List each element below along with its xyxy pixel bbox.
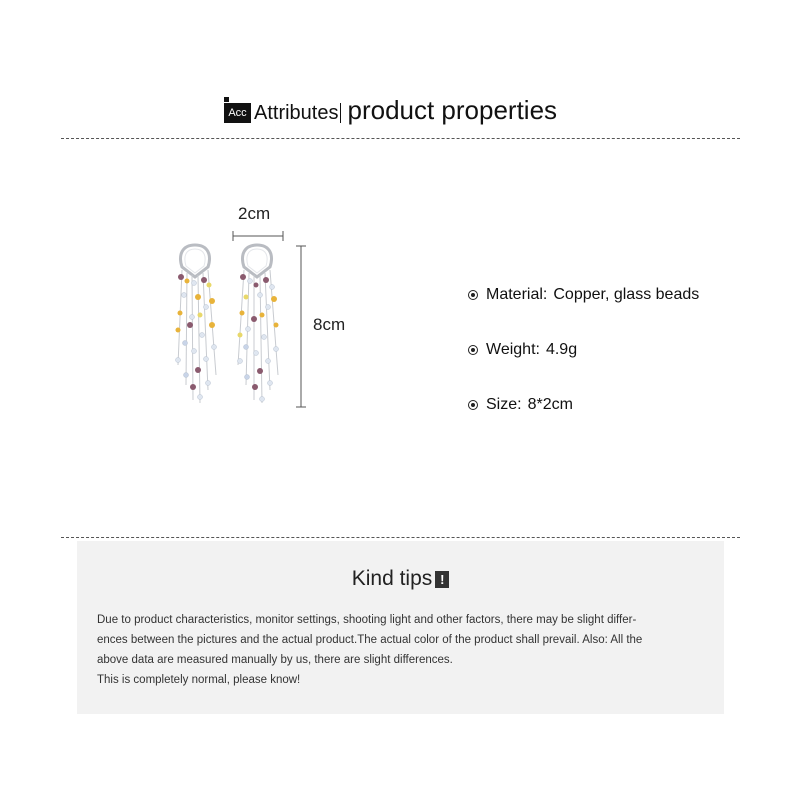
top-divider	[61, 138, 740, 139]
earrings-illustration	[160, 225, 320, 420]
height-dimension-line	[296, 246, 306, 407]
width-dimension-line	[233, 231, 283, 241]
tips-line: ences between the pictures and the actual product.The actual color of the product shall prevail. Also: All the	[97, 634, 643, 646]
tips-line: This is completely normal, please know!	[97, 674, 301, 686]
left-earring-hoop-inner	[185, 249, 205, 273]
bullet-circle-icon	[468, 400, 478, 410]
attributes-label: Attributes	[254, 102, 339, 124]
exclamation-icon: !	[435, 571, 449, 588]
kind-tips-box	[77, 541, 724, 714]
bullet-circle-icon	[468, 290, 478, 300]
property-value: 4.9g	[545, 341, 578, 358]
header-separator	[340, 103, 341, 123]
tips-line: above data are measured manually by us, there are slight differences.	[97, 654, 453, 666]
property-name: Weight:	[486, 341, 540, 358]
bottom-divider	[61, 537, 740, 538]
left-earring-beads	[176, 274, 217, 400]
property-value: Copper, glass beads	[553, 286, 700, 303]
property-name: Size:	[486, 396, 522, 413]
acc-badge: Acc	[224, 103, 251, 123]
right-earring-beads	[238, 274, 279, 402]
property-value: 8*2cm	[527, 396, 573, 413]
property-weight	[468, 338, 699, 362]
right-earring-hoop-inner	[247, 249, 267, 273]
kind-tips-title: Kind tips	[351, 567, 433, 590]
section-header	[224, 94, 557, 126]
property-size	[468, 393, 699, 417]
kind-tips-title-row	[77, 567, 724, 591]
property-material	[468, 283, 699, 307]
property-name: Material:	[486, 286, 548, 303]
bullet-circle-icon	[468, 345, 478, 355]
kind-tips-text	[97, 610, 709, 690]
height-dimension-label: 8cm	[313, 315, 346, 334]
width-dimension-label: 2cm	[238, 204, 271, 223]
properties-list	[468, 283, 699, 448]
tips-line: Due to product characteristics, monitor settings, shooting light and other factors, there may be slight differ-	[97, 614, 637, 626]
product-properties-title: product properties	[347, 95, 558, 125]
